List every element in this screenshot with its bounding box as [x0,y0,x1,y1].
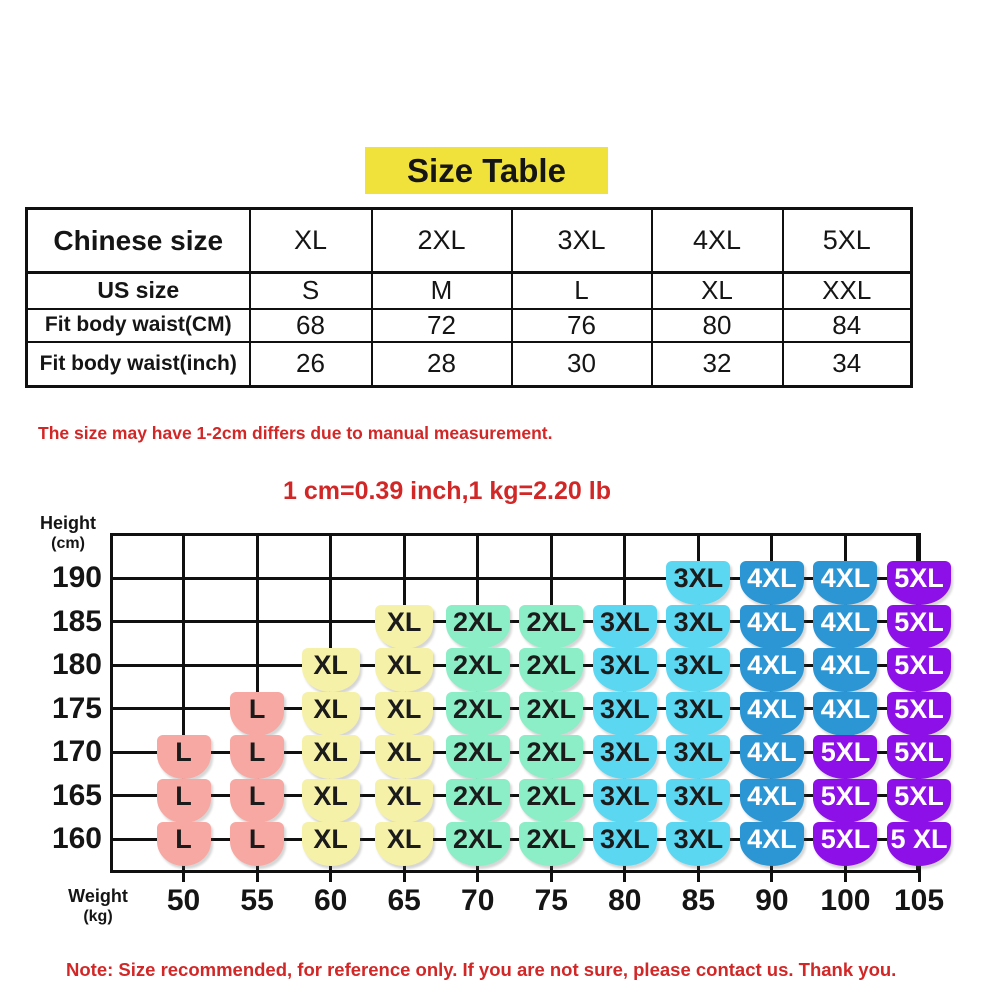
x-axis-tick [550,873,553,882]
x-axis-tick [329,873,332,882]
size-marker-label: XL [386,737,422,767]
size-marker-label: 2XL [452,693,503,724]
x-axis-tick-label: 80 [608,884,642,917]
size-marker [446,648,510,692]
size-marker-label: 2XL [526,737,577,767]
size-marker-label: 4XL [820,606,871,637]
size-marker [813,648,877,692]
size-marker [519,605,583,649]
size-marker-label: 3XL [600,780,650,811]
y-axis-title: Height [40,513,96,533]
size-marker [666,779,730,823]
size-marker-label: 3XL [600,693,650,724]
size-marker-label: 5XL [820,824,871,854]
size-marker-label: 3XL [673,737,724,767]
size-marker [157,779,211,823]
size-marker [740,735,804,779]
x-axis-tick [182,873,185,882]
size-marker-label: 5XL [894,737,944,767]
size-marker [887,822,951,866]
x-axis-tick-label: 50 [166,884,201,917]
size-table-row [27,309,912,342]
size-marker-label: XL [313,650,348,680]
y-axis-unit: (cm) [51,535,85,552]
size-marker-label: 3XL [673,693,724,724]
size-marker-label: XL [313,780,348,811]
x-axis-tick-label: 75 [534,884,568,917]
size-marker-label: L [248,780,266,811]
size-marker-label: 4XL [820,563,871,593]
size-marker [740,779,804,823]
size-marker-label: 5XL [894,693,944,724]
size-marker-label: L [248,737,266,767]
size-marker-label: 3XL [673,650,724,680]
size-marker-label: 3XL [673,780,724,811]
size-marker [813,735,877,779]
y-axis-tick-label: 160 [51,822,102,855]
size-marker [666,692,730,736]
size-marker-label: 3XL [673,824,724,854]
size-marker [519,822,583,866]
size-marker-label: XL [313,693,348,724]
size-marker [593,692,657,736]
footer-note: Note: Size recommended, for reference only. If you are not sure, please contact us. Thank you. [66,959,897,980]
size-marker-label: 5 XL [890,824,948,854]
size-marker [446,779,510,823]
size-marker-label: 4XL [747,780,797,811]
size-table-row-label: Fit body waist(CM) [27,309,250,342]
x-axis-tick-label: 60 [313,884,348,917]
x-axis-tick [918,873,921,882]
size-table-cell: 2XL [372,209,512,273]
size-table-cell: 26 [250,342,372,387]
size-marker [887,648,951,692]
size-marker-label: L [175,824,192,854]
size-table-cell: 84 [783,309,912,342]
size-marker [740,648,804,692]
size-marker-label: XL [313,824,348,854]
size-table-row [27,273,912,309]
x-axis-tick [476,873,479,882]
size-marker-label: 5XL [894,780,944,811]
y-axis-tick-label: 175 [51,691,102,725]
size-marker-label: 5XL [820,780,871,811]
size-marker [446,822,510,866]
size-marker [593,648,657,692]
size-marker [230,779,284,823]
size-table-cell: S [250,273,372,309]
size-marker-label: 3XL [673,606,724,637]
size-table-row [27,209,912,273]
size-marker [666,735,730,779]
size-marker [519,779,583,823]
size-marker-label: 3XL [600,650,650,680]
size-marker-label: XL [313,737,348,767]
x-axis-tick [844,873,847,882]
size-table-cell: 72 [372,309,512,342]
size-table-cell: 3XL [512,209,652,273]
size-marker-label: 4XL [747,693,797,724]
x-axis-tick-label: 70 [461,884,495,917]
size-marker [740,822,804,866]
x-axis-tick-label: 55 [240,884,274,917]
size-marker-label: 2XL [452,824,503,854]
size-marker-label: 3XL [600,606,650,637]
size-marker [593,822,657,866]
size-marker [519,692,583,736]
size-marker [813,779,877,823]
size-marker-label: 5XL [894,606,944,637]
size-table-cell: 4XL [652,209,783,273]
size-marker-label: 2XL [452,606,503,637]
size-table-cell: M [372,273,512,309]
conversion-note: 1 cm=0.39 inch,1 kg=2.20 lb [283,477,611,505]
x-axis-tick [623,873,626,882]
size-marker [666,605,730,649]
x-axis-tick-label: 65 [387,884,421,917]
x-axis-tick [770,873,773,882]
size-marker [593,735,657,779]
size-marker-label: 4XL [747,606,797,637]
measurement-note: The size may have 1-2cm differs due to manual measurement. [38,423,553,443]
size-table-cell: 32 [652,342,783,387]
size-marker-label: 4XL [820,693,871,724]
size-marker [813,692,877,736]
size-marker [593,779,657,823]
size-marker [740,605,804,649]
size-table-cell: 28 [372,342,512,387]
size-marker [375,692,433,736]
size-marker [519,735,583,779]
size-marker [666,822,730,866]
size-marker [887,735,951,779]
size-marker-label: 3XL [600,737,650,767]
size-table-cell: 34 [783,342,912,387]
size-table-cell: 5XL [783,209,912,273]
size-marker [446,605,510,649]
size-marker-label: 2XL [526,606,577,637]
size-marker [593,605,657,649]
size-table-cell: XXL [783,273,912,309]
size-marker [446,692,510,736]
size-marker-label: 2XL [526,780,577,811]
size-marker-label: 4XL [747,824,797,854]
size-marker-label: 3XL [600,824,650,854]
size-marker-label: XL [386,780,422,811]
size-marker [157,822,211,866]
size-marker [887,605,951,649]
size-marker [887,561,951,605]
size-marker [302,779,360,823]
size-marker-label: 2XL [526,693,577,724]
size-marker-label: 5XL [820,737,871,767]
size-table-cell: 80 [652,309,783,342]
x-axis-tick-label: 90 [755,884,789,917]
size-marker-label: 3XL [673,563,724,593]
x-axis-tick [697,873,700,882]
y-axis-tick-label: 185 [51,604,102,638]
size-marker [666,561,730,605]
x-axis-unit: (kg) [83,908,113,925]
x-axis-tick-label: 100 [820,884,871,917]
size-marker-label: 2XL [526,650,577,680]
size-marker-label: 5XL [894,563,944,593]
size-marker-label: L [175,737,192,767]
size-marker-label: 4XL [747,563,797,593]
size-marker [519,648,583,692]
x-axis-tick [256,873,259,882]
size-marker [446,735,510,779]
size-marker [813,605,877,649]
size-marker-label: L [248,824,266,854]
x-axis-tick [403,873,406,882]
page-title-text: Size Table [407,151,566,189]
size-marker [740,561,804,605]
y-axis-tick-label: 170 [51,735,102,768]
size-marker [375,779,433,823]
size-table-row-label: US size [27,273,250,309]
size-table-cell: XL [652,273,783,309]
size-table-cell: 68 [250,309,372,342]
size-marker [666,648,730,692]
size-table-cell: 30 [512,342,652,387]
size-table-cell: XL [250,209,372,273]
size-marker-label: XL [386,824,422,854]
size-marker [887,692,951,736]
y-axis-tick-label: 165 [51,778,102,812]
size-marker-label: 2XL [526,824,577,854]
size-marker-label: 2XL [452,650,503,680]
size-marker [230,692,284,736]
x-axis-title: Weight [68,886,128,906]
size-table [25,207,913,388]
size-marker-label: L [175,780,192,811]
size-marker-label: XL [386,606,422,637]
y-axis-tick-label: 190 [51,561,102,594]
size-marker [813,822,877,866]
size-marker [157,735,211,779]
size-marker-label: 5XL [894,650,944,680]
size-marker-label: 4XL [747,737,797,767]
size-marker [740,692,804,736]
size-marker [887,779,951,823]
size-table-body [27,209,912,387]
size-marker-label: XL [386,650,422,680]
size-table-cell: L [512,273,652,309]
size-table-row [27,342,912,387]
size-marker-label: XL [386,693,422,724]
x-axis-tick-label: 105 [893,884,945,917]
size-marker [375,605,433,649]
size-marker-label: L [248,693,266,724]
size-marker-label: 4XL [820,650,871,680]
size-table-row-label: Fit body waist(inch) [27,342,250,387]
page-title [365,147,608,194]
size-marker [813,561,877,605]
size-marker [302,692,360,736]
size-marker-label: 2XL [452,780,503,811]
size-marker-label: 4XL [747,650,797,680]
x-axis-tick-label: 85 [681,884,716,917]
size-table-cell: 76 [512,309,652,342]
y-axis-tick-label: 180 [51,648,102,681]
size-table-row-label: Chinese size [27,209,250,273]
size-marker-label: 2XL [452,737,503,767]
